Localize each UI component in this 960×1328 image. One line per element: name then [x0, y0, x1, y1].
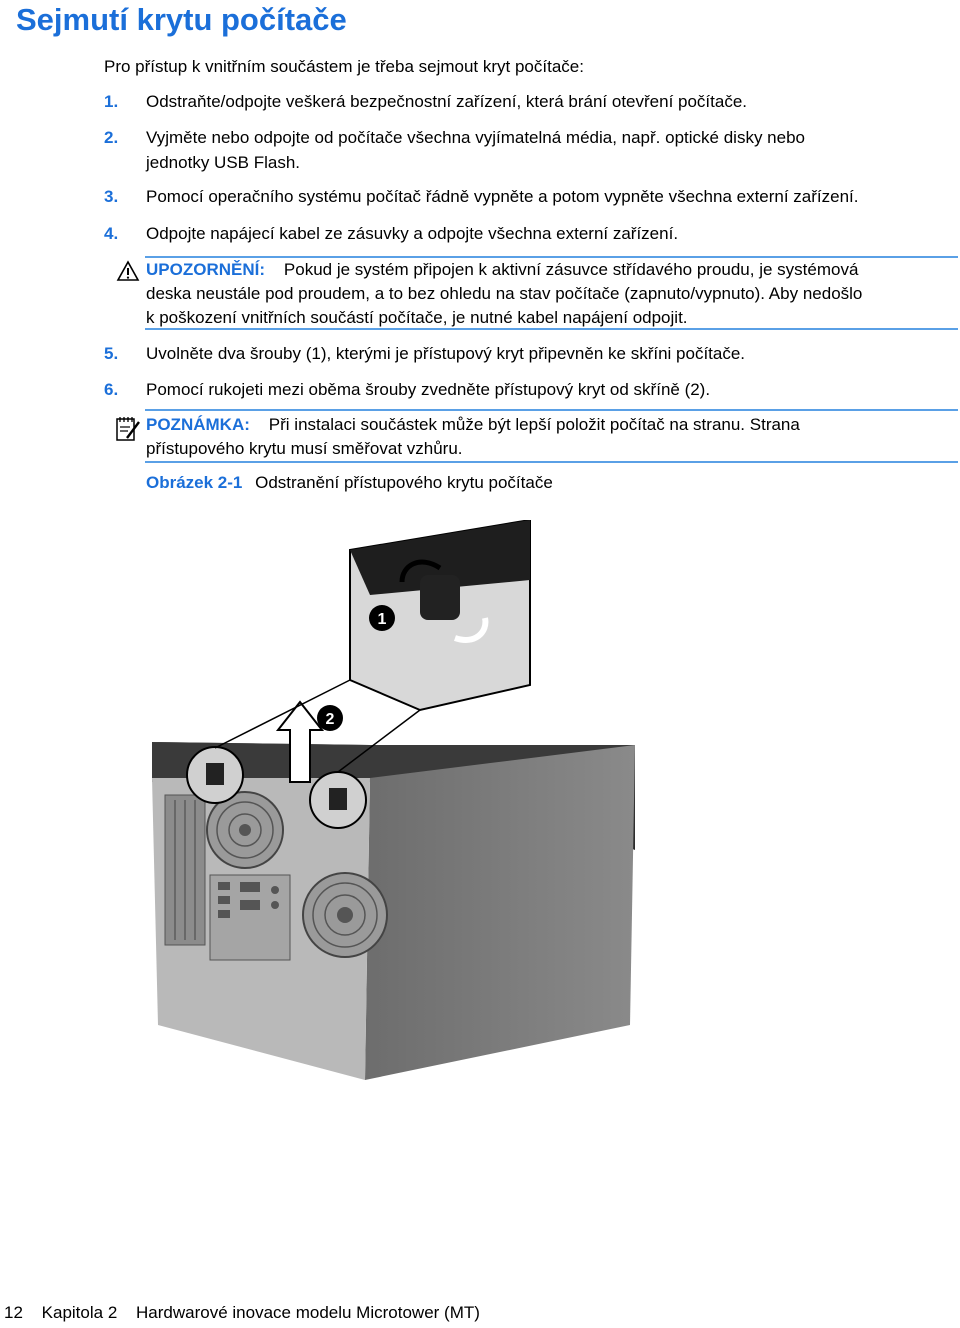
page-title: Sejmutí krytu počítače [16, 2, 347, 37]
caution-label: UPOZORNĚNÍ: [146, 260, 265, 279]
step-number: 6. [104, 380, 119, 399]
thumbscrew-icon [206, 763, 224, 785]
step-text: Uvolněte dva šrouby (1), kterými je přístupový kryt připevněn ke skříni počítače. [146, 344, 746, 363]
case-side-panel [365, 745, 635, 1080]
warning-triangle-icon [116, 260, 140, 282]
figure-caption [146, 473, 553, 493]
step-text: Vyjměte nebo odpojte od počítače všechna vyjímatelná média, např. optické disky nebo [146, 128, 805, 147]
callout-2-label: 2 [325, 711, 335, 728]
note-top-rule [145, 409, 958, 411]
step-text: jednotky USB Flash. [146, 153, 301, 172]
note-bottom-rule [145, 461, 958, 463]
step-number: 2. [104, 128, 119, 147]
figure-title: Odstranění přístupového krytu počítače [255, 473, 553, 492]
note-block [146, 413, 958, 461]
note-text: přístupového krytu musí směřovat vzhůru. [146, 439, 463, 458]
chapter-label: Kapitola 2 [41, 1303, 118, 1322]
note-label: POZNÁMKA: [146, 415, 250, 434]
chapter-title: Hardwarové inovace modelu Microtower (MT) [136, 1303, 480, 1322]
caution-text: Pokud je systém připojen k aktivní zásuvce střídavého proudu, je systémová [283, 260, 859, 279]
callout-1-label: 1 [377, 611, 387, 628]
thumbscrew-icon [420, 575, 460, 620]
step-number: 1. [104, 92, 119, 111]
note-text: Při instalaci součástek může být lepší položit počítač na stranu. Strana [268, 415, 800, 434]
step-text: Pomocí rukojeti mezi oběma šrouby zvedněte přístupový kryt od skříně (2). [146, 380, 711, 399]
caution-text: k poškození vnitřních součástí počítače, je nutné kabel napájení odpojit. [146, 308, 688, 327]
figure-label: Obrázek 2-1 [146, 473, 243, 492]
caution-bottom-rule [145, 328, 958, 330]
step-text: Odstraňte/odpojte veškerá bezpečnostní zařízení, která brání otevření počítače. [146, 92, 748, 111]
step-number: 4. [104, 224, 119, 243]
thumbscrew-icon [329, 788, 347, 810]
computer-cover-illustration [140, 520, 960, 1080]
intro-text: Pro přístup k vnitřním součástem je třeba sejmout kryt počítače: [104, 57, 584, 76]
step-text: Pomocí operačního systému počítač řádně vypněte a potom vypněte všechna externí zařízení. [146, 187, 859, 206]
caution-block [146, 258, 958, 330]
step-number: 3. [104, 187, 119, 206]
step-number: 5. [104, 344, 119, 363]
caution-text: deska neustále pod proudem, a to bez ohledu na stav počítače (zapnuto/vypnuto). Aby nedošlo [146, 284, 863, 303]
page-footer [4, 1303, 494, 1323]
page-number: 12 [4, 1303, 23, 1322]
step-text: Odpojte napájecí kabel ze zásuvky a odpojte všechna externí zařízení. [146, 224, 679, 243]
note-pad-icon [114, 414, 142, 444]
